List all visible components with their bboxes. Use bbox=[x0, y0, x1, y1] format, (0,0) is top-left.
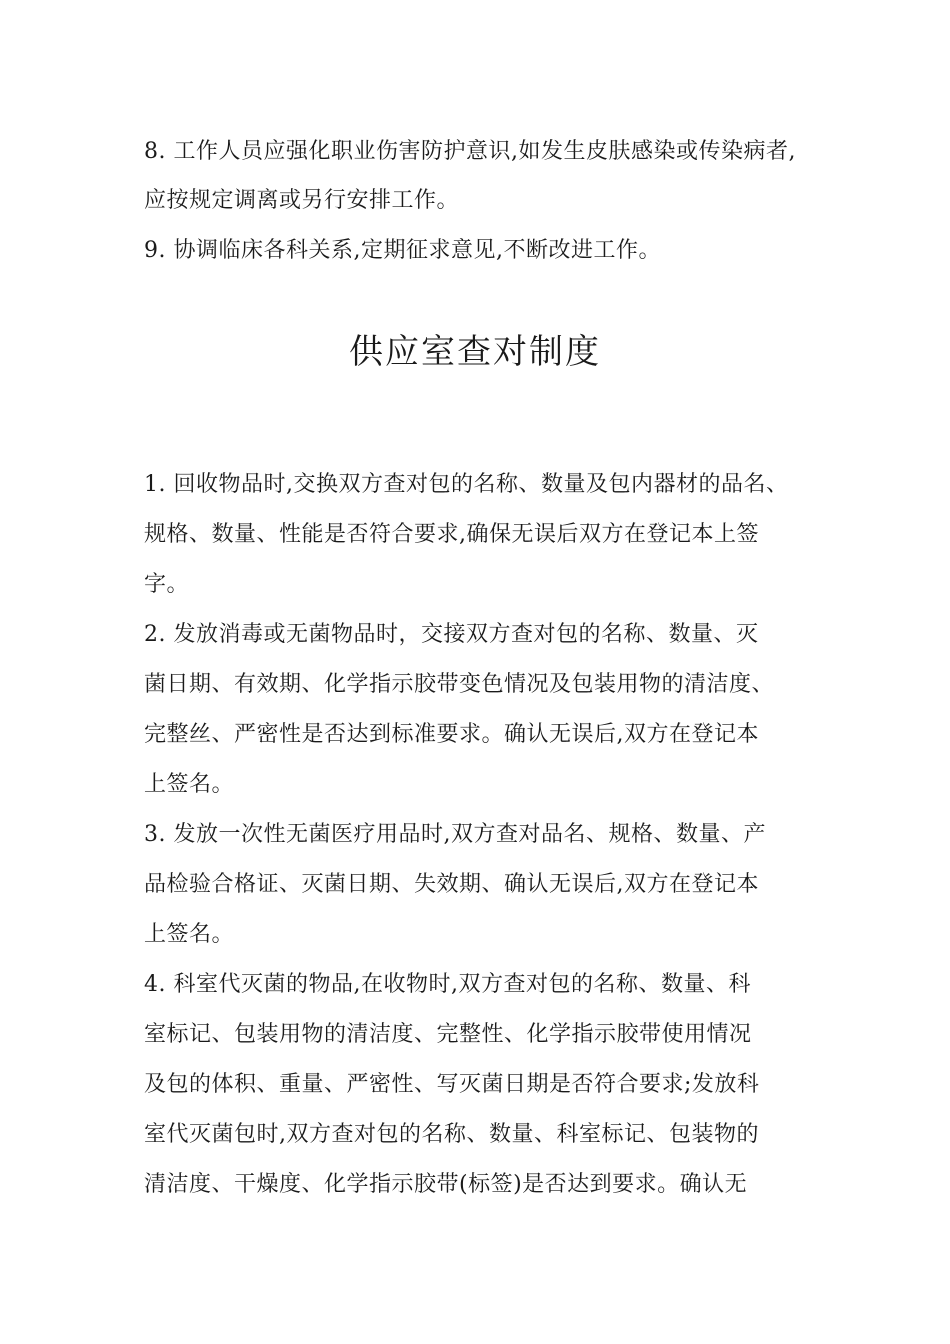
body-line-14: 室代灭菌包时,双方查对包的名称、数量、科室标记、包装物的 bbox=[144, 1122, 759, 1147]
body-line-12: 室标记、包装用物的清洁度、完整性、化学指示胶带使用情况 bbox=[144, 1022, 752, 1047]
body-line-9: 品检验合格证、灭菌日期、失效期、确认无误后,双方在登记本 bbox=[144, 872, 759, 897]
body-line-15: 清洁度、干燥度、化学指示胶带(标签)是否达到要求。确认无 bbox=[144, 1172, 748, 1197]
body-line-1: 1. 回收物品时,交换双方查对包的名称、数量及包内器材的品名、 bbox=[144, 472, 789, 497]
body-line-8: 3. 发放一次性无菌医疗用品时,双方查对品名、规格、数量、产 bbox=[144, 822, 766, 847]
document-title: 供应室查对制度 bbox=[349, 332, 601, 372]
intro-line-2: 应按规定调离或另行安排工作。 bbox=[144, 188, 460, 213]
body-line-10: 上签名。 bbox=[144, 922, 235, 947]
body-line-13: 及包的体积、重量、严密性、写灭菌日期是否符合要求;发放科 bbox=[144, 1072, 760, 1097]
body-line-5: 菌日期、有效期、化学指示胶带变色情况及包装用物的清洁度、 bbox=[144, 672, 775, 697]
intro-line-3: 9. 协调临床各科关系,定期征求意见,不断改进工作。 bbox=[144, 238, 661, 263]
intro-line-1: 8. 工作人员应强化职业伤害防护意识,如发生皮肤感染或传染病者, bbox=[144, 139, 796, 164]
body-line-4: 2. 发放消毒或无菌物品时，交接双方查对包的名称、数量、灭 bbox=[144, 622, 759, 647]
body-line-3: 字。 bbox=[144, 572, 190, 597]
body-line-7: 上签名。 bbox=[144, 772, 235, 797]
body-line-6: 完整丝、严密性是否达到标准要求。确认无误后,双方在登记本 bbox=[144, 722, 759, 747]
body-line-2: 规格、数量、性能是否符合要求,确保无误后双方在登记本上签 bbox=[144, 522, 759, 547]
body-line-11: 4. 科室代灭菌的物品,在收物时,双方查对包的名称、数量、科 bbox=[144, 972, 751, 997]
